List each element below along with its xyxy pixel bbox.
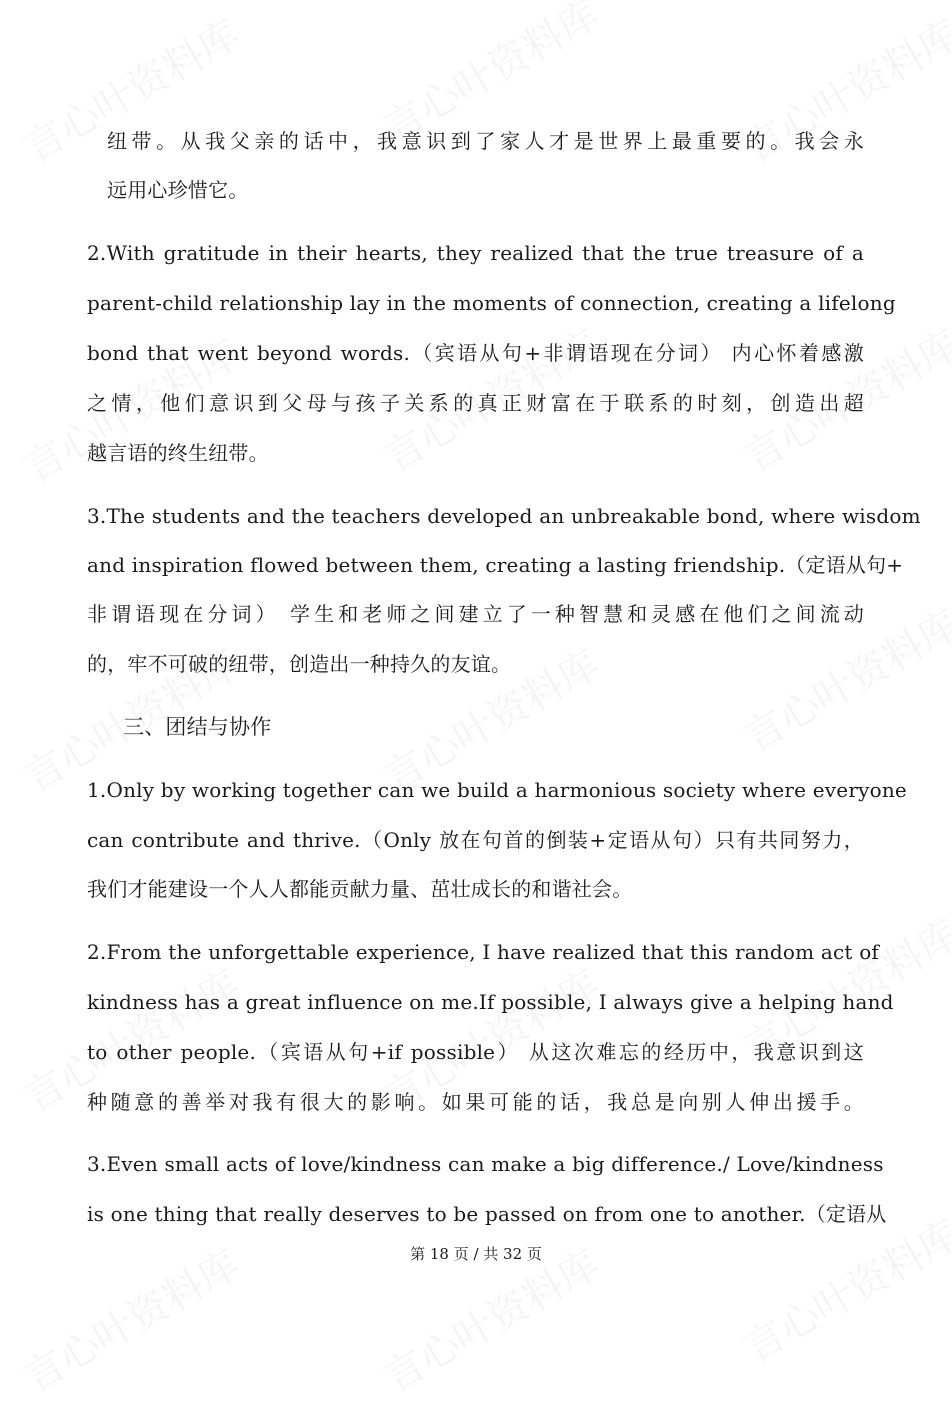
paragraph-line: parent-child relationship lay in the moments of connection, creating a lifelong xyxy=(87,291,896,315)
paragraph-line: bond that went beyond words.（宾语从句+非谓语现在分词） 内心怀着感激 xyxy=(87,341,864,365)
paragraph-line: 之情，他们意识到父母与孩子关系的真正财富在于联系的时刻，创造出超 xyxy=(87,391,864,415)
paragraph-line: 2.With gratitude in their hearts, they realized that the true treasure of a xyxy=(87,241,864,265)
paragraph-line: can contribute and thrive.（Only 放在句首的倒装+定语从句）只有共同努力， xyxy=(87,828,864,852)
paragraph-line: 种随意的善举对我有很大的影响。如果可能的话，我总是向别人伸出援手。 xyxy=(87,1090,864,1114)
paragraph-line: 3.Even small acts of love/kindness can make a big difference./ Love/kindness xyxy=(87,1152,884,1176)
page-number: 第 18 页 / 共 32 页 xyxy=(410,1245,542,1263)
paragraph-line: 远用心珍惜它。 xyxy=(107,178,249,202)
paragraph-line: is one thing that really deserves to be passed on from one to another.（定语从 xyxy=(87,1202,887,1226)
paragraph-line: 2.From the unforgettable experience, I have realized that this random act of xyxy=(87,940,880,964)
watermark xyxy=(732,1204,952,1373)
paragraph-line: and inspiration flowed between them, creating a lasting friendship.（定语从句+ xyxy=(87,553,904,577)
paragraph-line: 越言语的终生纽带。 xyxy=(87,441,269,465)
paragraph-line: kindness has a great influence on me.If possible, I always give a helping hand xyxy=(87,990,894,1014)
paragraph-line: 我们才能建设一个人人都能贡献力量、茁壮成长的和谐社会。 xyxy=(87,877,633,901)
paragraph-line: 纽带。从我父亲的话中，我意识到了家人才是世界上最重要的。我会永 xyxy=(107,129,864,153)
paragraph-line: 的，牢不可破的纽带，创造出一种持久的友谊。 xyxy=(87,652,512,676)
paragraph-line: 非谓语现在分词） 学生和老师之间建立了一种智慧和灵感在他们之间流动 xyxy=(87,602,864,626)
paragraph-line: 3.The students and the teachers developed an unbreakable bond, where wisdom xyxy=(87,504,921,528)
paragraph-line: to other people.（宾语从句+if possible） 从这次难忘的经历中，我意识到这 xyxy=(87,1040,864,1064)
section-heading: 三、团结与协作 xyxy=(123,715,272,739)
paragraph-line: 1.Only by working together can we build a harmonious society where everyone xyxy=(87,778,907,802)
